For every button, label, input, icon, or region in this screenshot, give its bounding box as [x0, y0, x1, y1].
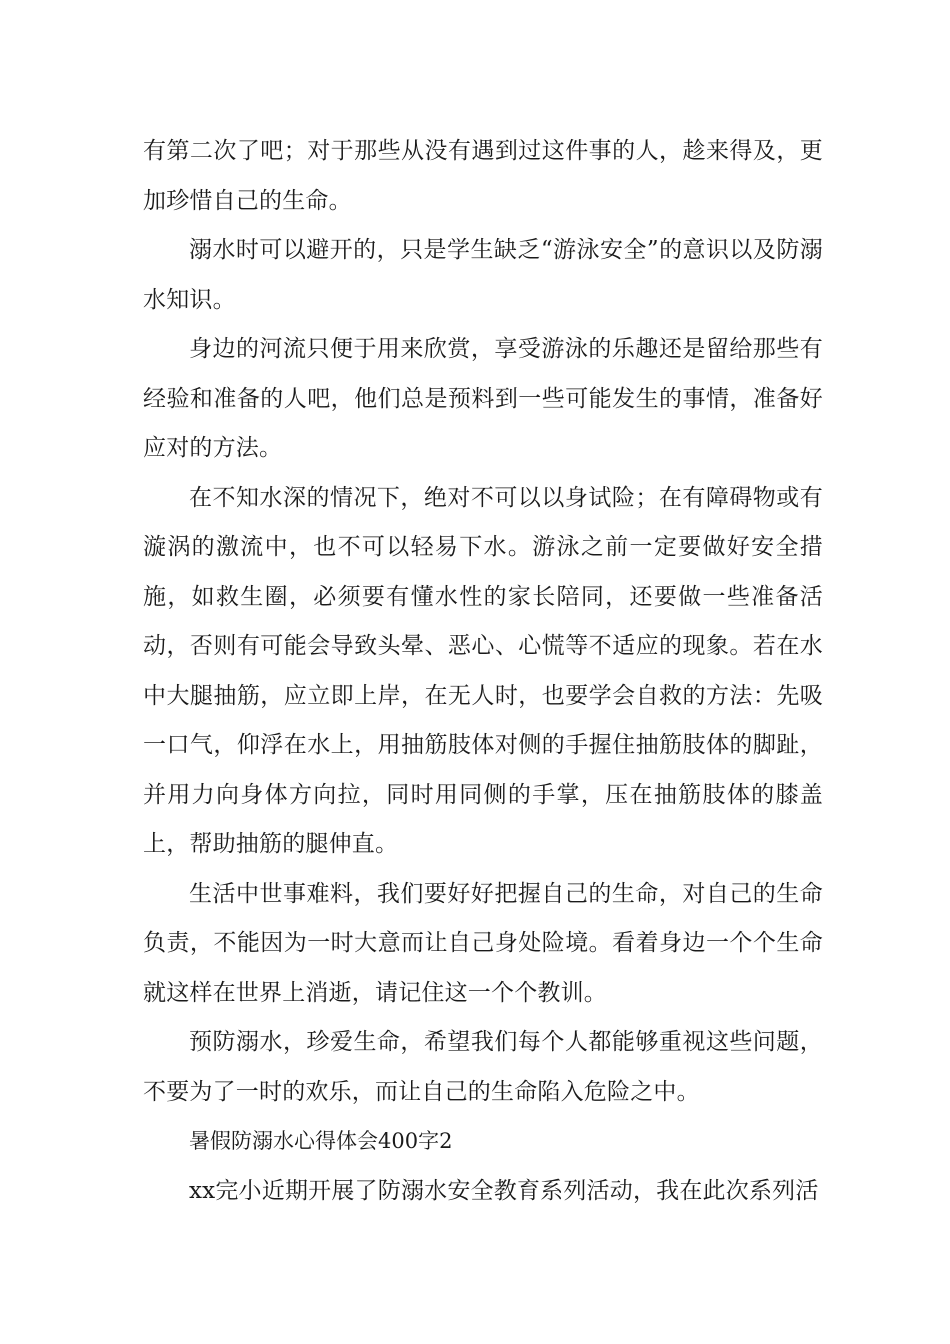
paragraph-drowning-avoidable: 溺水时可以避开的，只是学生缺乏“游泳安全”的意识以及防溺水知识。	[143, 237, 823, 313]
paragraph-activity-intro: xx完小近期开展了防溺水安全教育系列活动，我在此次系列活	[189, 1177, 819, 1204]
section-heading: 暑假防溺水心得体会400字2	[189, 1129, 453, 1153]
paragraph-rivers: 身边的河流只便于用来欣赏，享受游泳的乐趣还是留给那些有经验和准备的人吧，他们总是预料到一些可能发生的事情，准备好应对的方法。	[143, 336, 823, 461]
paragraph-cherish-life: 生活中世事难料，我们要好好把握自己的生命，对自己的生命负责，不能因为一时大意而让自己身处险境。看着身边一个个生命就这样在世界上消逝，请记住这一个个教训。	[143, 880, 823, 1006]
paragraph-continued: 有第二次了吧；对于那些从没有遇到过这件事的人，趁来得及，更加珍惜自己的生命。	[143, 138, 823, 214]
paragraph-safety-measures: 在不知水深的情况下，绝对不可以以身试险；在有障碍物或有漩涡的激流中，也不可以轻易下水。游泳之前一定要做好安全措施，如救生圈，必须要有懂水性的家长陪同，还要做一些准备活动，否则有可能会导致头晕、恶心、心慌等不适应的现象。若在水中大腿抽筋，应立即上岸，在无人时，也要学会自救的方法：先吸一口气，仰浮在水上，用抽筋肢体对侧的手握住抽筋肢体的脚趾，并用力向身体方向拉，同时用同侧的手掌，压在抽筋肢体的膝盖上，帮助抽筋的腿伸直。	[143, 484, 823, 857]
paragraph-prevent-drowning: 预防溺水，珍爱生命，希望我们每个人都能够重视这些问题，不要为了一时的欢乐，而让自己的生命陷入危险之中。	[143, 1029, 823, 1105]
document-page	[143, 127, 823, 1216]
